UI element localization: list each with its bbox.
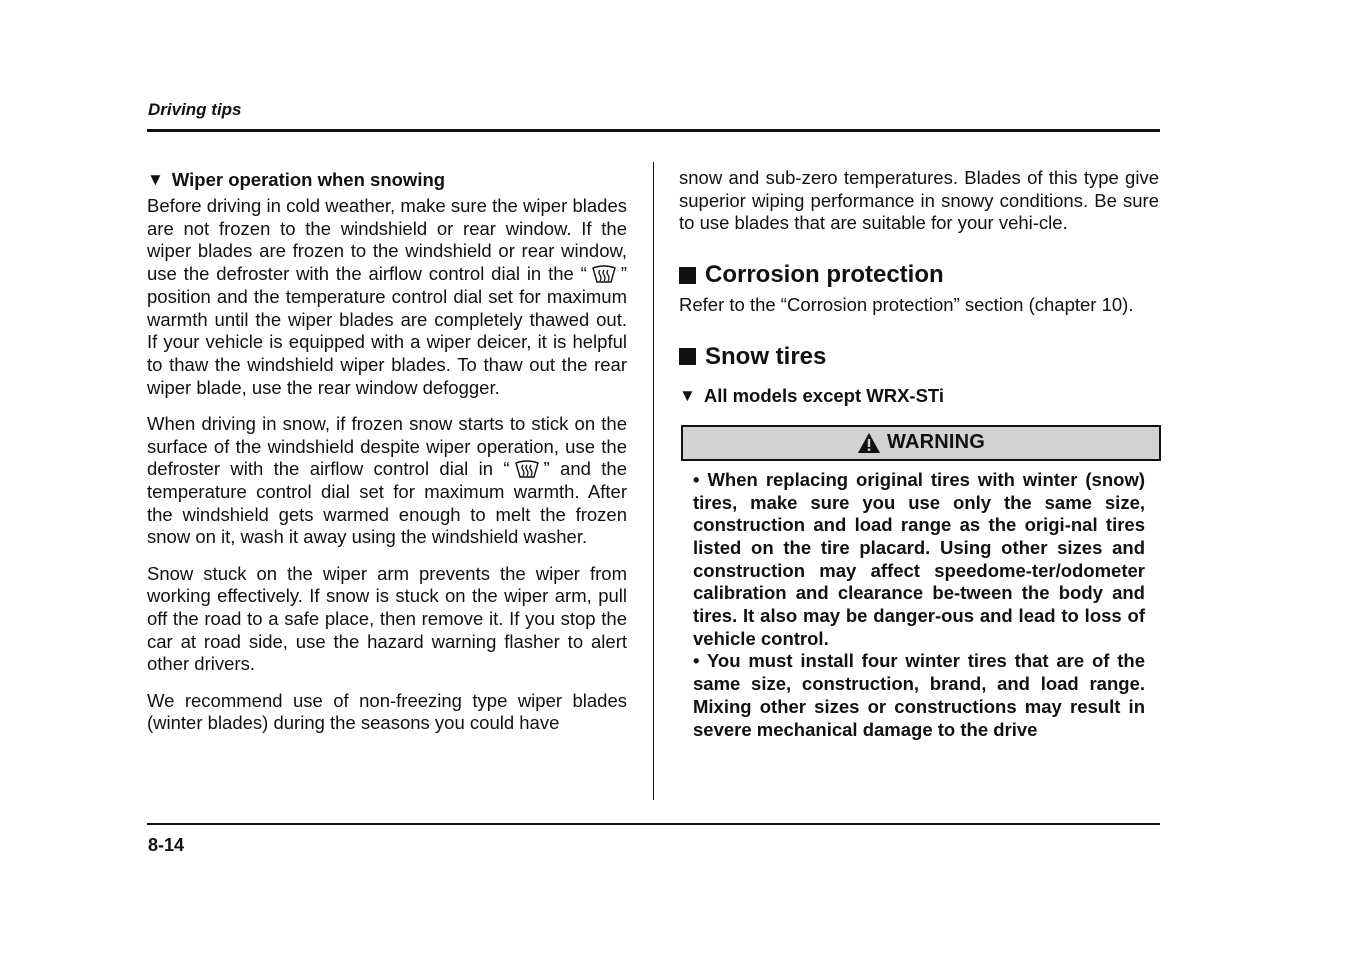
warning-label: WARNING xyxy=(886,431,986,454)
right-column xyxy=(679,167,1159,741)
warning-banner xyxy=(681,425,1161,461)
windshield-defroster-icon xyxy=(591,265,617,283)
footer-rule xyxy=(147,823,1160,825)
warning-triangle-icon xyxy=(857,432,881,454)
windshield-defroster-icon xyxy=(514,460,540,478)
continuation-paragraph: snow and sub-zero temperatures. Blades of this type give superior wiping performance in snowy conditions. Be sure to use blades that are suitable for your vehi-cle. xyxy=(679,167,1159,234)
wiper-paragraph-2-part1: When driving in snow, if frozen snow starts to stick on the surface of the windshield despite wiper operation, use the defroster with the airflow control dial in “ xyxy=(147,412,627,480)
warning-text xyxy=(693,469,1145,741)
black-square-icon xyxy=(679,267,696,284)
wiper-paragraph-1 xyxy=(147,195,627,399)
snow-tires-subheading xyxy=(679,384,1159,408)
warning-item-2: • You must install four winter tires that are of the same size, construction, brand, and load range. Mixing other sizes or constructions may result in severe mechanical damage to the drive xyxy=(693,650,1145,740)
wiper-paragraph-2-part2: ” and the temperature control dial set for maximum warmth. After the windshield gets warmed enough to melt the frozen snow on it, wash it away using the windshield washer. xyxy=(147,458,627,548)
wiper-subheading xyxy=(147,168,627,192)
triangle-down-icon: ▼ xyxy=(679,385,696,405)
corrosion-heading-text: Corrosion protection xyxy=(705,261,944,289)
snow-tires-subheading-text: All models except WRX-STi xyxy=(703,384,945,406)
snow-tires-heading xyxy=(679,342,1159,372)
left-column xyxy=(147,167,627,735)
wiper-paragraph-2 xyxy=(147,413,627,549)
wiper-paragraph-1-part1: Before driving in cold weather, make sure the wiper blades are not frozen to the windshield or rear window. If the wiper blades are frozen to the windshield or rear window, use the defroster with the airflow control dial in the “ xyxy=(147,195,627,285)
corrosion-paragraph: Refer to the “Corrosion protection” section (chapter 10). xyxy=(679,294,1134,316)
column-divider xyxy=(653,162,654,800)
wiper-paragraph-4: We recommend use of non-freezing type wiper blades (winter blades) during the seasons you could have xyxy=(147,689,627,734)
triangle-down-icon: ▼ xyxy=(147,170,164,189)
wiper-subheading-text: Wiper operation when snowing xyxy=(171,169,446,190)
wiper-paragraph-3: Snow stuck on the wiper arm prevents the wiper from working effectively. If snow is stuck on the wiper arm, pull off the road to a safe place, then remove it. If you stop the car at road side, use the hazard warning flasher to alert other drivers. xyxy=(147,562,627,675)
wiper-paragraph-1-part2: ” position and the temperature control dial set for maximum warmth until the wiper blades are completely thawed out. If your vehicle is equipped with a wiper deicer, it is helpful to thaw the windshield wiper blades. To thaw out the rear wiper blade, use the rear window defogger. xyxy=(147,263,627,398)
header-rule xyxy=(147,129,1160,132)
warning-item-1: • When replacing original tires with winter (snow) tires, make sure you use only the same size, construction and load range as the origi-nal tires listed on the tire placard. Using other sizes and construction may affect speedome-ter/odometer calibration and clearance be-tween the body and tires. It also may be danger-ous and lead to loss of vehicle control. xyxy=(693,468,1145,649)
running-header: Driving tips xyxy=(148,100,242,119)
corrosion-heading xyxy=(679,260,1159,290)
snow-tires-heading-text: Snow tires xyxy=(705,342,827,370)
page-number: 8-14 xyxy=(148,835,185,855)
black-square-icon xyxy=(679,348,696,365)
